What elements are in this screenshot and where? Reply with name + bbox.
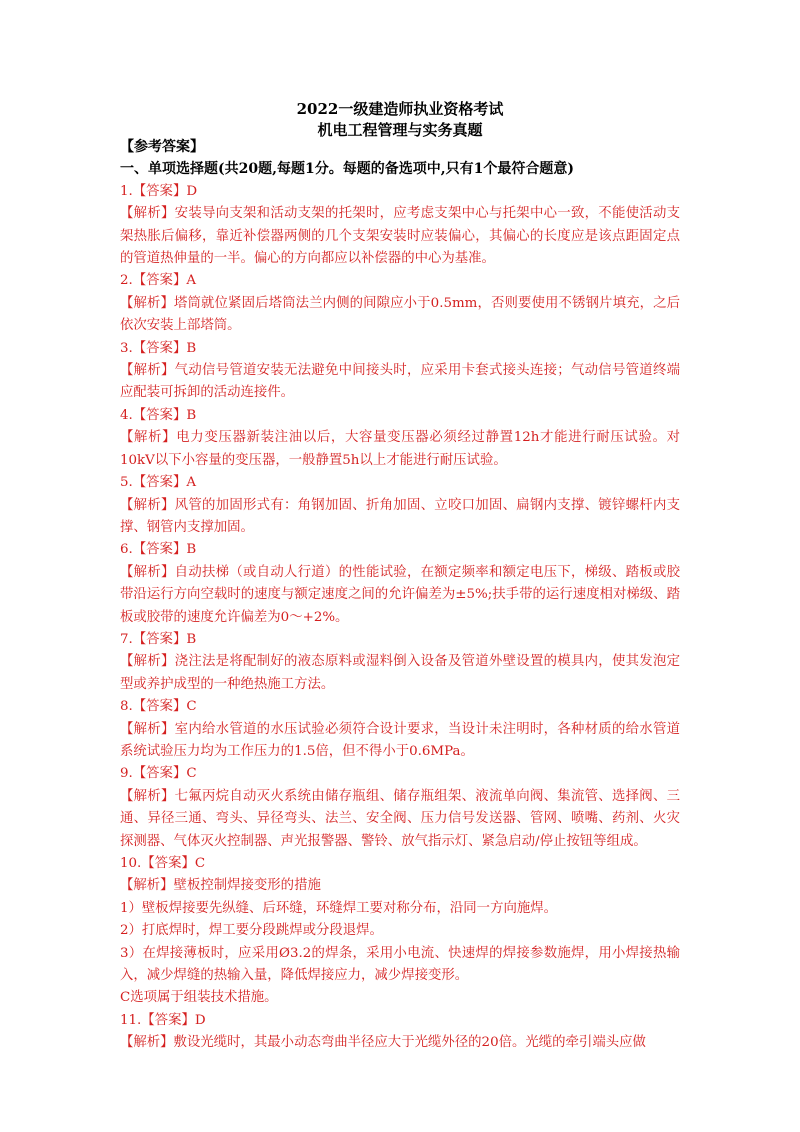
exam-subtitle: 机电工程管理与实务真题 (317, 121, 483, 139)
analysis-paragraph: 【解析】气动信号管道安装无法避免中间接头时，应采用卡套式接头连接；气动信号管道终端应配装可拆卸的活动连接件。 (120, 363, 680, 401)
analysis-paragraph: 【解析】壁板控制焊接变形的措施 (120, 878, 321, 894)
analysis-paragraph: 【解析】安装导向支架和活动支架的托架时，应考虑支架中心与托架中心一致，不能使活动支架热胀后偏移，靠近补偿器两侧的几个支架安装时应装偏心，其偏心的长度应是该点距固定点的管道热伸量的一半。偏心的方向都应以补偿器的中心为基准。 (120, 206, 680, 267)
answer-line: 1.【答案】D (120, 183, 198, 199)
analysis-paragraph: 3）在焊接薄板时，应采用Ø3.2的焊条，采用小电流、快速焊的焊接参数施焊，用小焊接热输入，减少焊缝的热输入量，降低焊接应力，减少焊接变形。 (120, 945, 680, 984)
analysis-paragraph: 【解析】敷设光缆时，其最小动态弯曲半径应大于光缆外径的20倍。光缆的牵引端头应做 (120, 1035, 646, 1051)
document-body (120, 136, 680, 1055)
answer-line: 8.【答案】C (120, 699, 197, 715)
analysis-paragraph: C选项属于组装技术措施。 (120, 990, 278, 1006)
answer-line: 11.【答案】D (120, 1012, 206, 1028)
answer-line: 3.【答案】B (120, 340, 197, 356)
analysis-paragraph: 【解析】室内给水管道的水压试验必须符合设计要求，当设计未注明时，各种材质的给水管道系统试验压力均为工作压力的1.5倍，但不得小于0.6MPa。 (120, 721, 680, 759)
answer-line: 2.【答案】A (120, 273, 197, 289)
answer-list (120, 181, 680, 1055)
analysis-paragraph: 【解析】自动扶梯（或自动人行道）的性能试验，在额定频率和额定电压下，梯级、踏板或胶带沿运行方向空载时的速度与额定速度之间的允许偏差为±5%;扶手带的运行速度相对梯级、踏板或胶带的速度允许偏差为0～+2%。 (120, 564, 680, 625)
section-heading: 一、单项选择题(共20题,每题1分。每题的备选项中,只有1个最符合题意) (120, 161, 574, 178)
analysis-paragraph: 【解析】浇注法是将配制好的液态原料或湿料倒入设备及管道外壁设置的模具内，使其发泡定型或养护成型的一种绝热施工方法。 (120, 654, 680, 692)
analysis-paragraph: 【解析】七氟丙烷自动灭火系统由储存瓶组、储存瓶组架、液流单向阀、集流管、选择阀、三通、异径三通、弯头、异径弯头、法兰、安全阀、压力信号发送器、管网、喷嘴、药剂、火灾探测器、气体灭火控制器、声光报警器、警铃、放气指示灯、紧急启动/停止按钮等组成。 (120, 788, 680, 849)
analysis-paragraph: 2）打底焊时，焊工要分段跳焊或分段退焊。 (120, 923, 383, 939)
analysis-paragraph: 1）壁板焊接要先纵缝、后环缝，环缝焊工要对称分布，沿同一方向施焊。 (120, 900, 558, 916)
answer-line: 4.【答案】B (120, 407, 197, 423)
analysis-paragraph: 【解析】电力变压器新装注油以后，大容量变压器必须经过静置12h才能进行耐压试验。对10kV以下小容量的变压器，一般静置5h以上才能进行耐压试验。 (120, 430, 680, 468)
answer-line: 10.【答案】C (120, 856, 206, 871)
analysis-paragraph: 【解析】塔筒就位紧固后塔筒法兰内侧的间隙应小于0.5mm，否则要使用不锈钢片填充，之后依次安装上部塔筒。 (120, 295, 680, 334)
answer-line: 6.【答案】B (120, 542, 197, 558)
analysis-paragraph: 【解析】风管的加固形式有：角钢加固、折角加固、立咬口加固、扁钢内支撑、镀锌螺杆内支撑、钢管内支撑加固。 (120, 497, 680, 535)
answer-line: 9.【答案】C (120, 766, 197, 782)
reference-answer-heading: 【参考答案】 (120, 139, 204, 155)
document-header (0, 99, 800, 141)
exam-title: 2022一级建造师执业资格考试 (296, 100, 504, 118)
answer-line: 5.【答案】A (120, 475, 197, 491)
answer-line: 7.【答案】B (120, 631, 197, 647)
